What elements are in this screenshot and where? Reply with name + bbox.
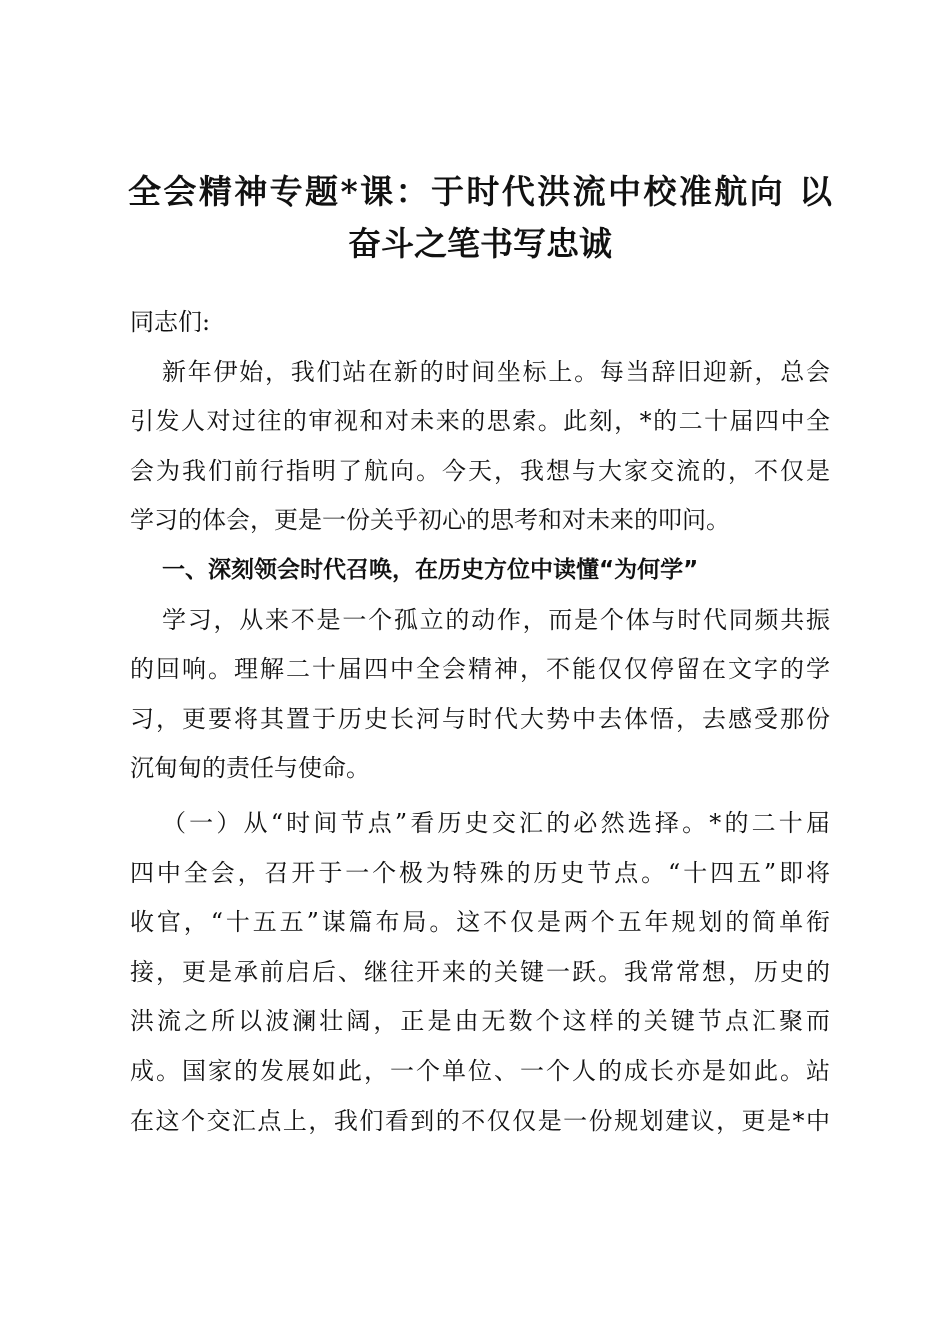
paragraph-section-1 [130,600,830,798]
text-line: 接，更是承前启后、继往开来的关键一跃。我常常想，历史的 [130,957,830,986]
salutation: 同志们: [130,308,211,336]
text-line: 收官，“十五五”谋篇布局。这不仅是两个五年规划的简单衔 [130,908,830,937]
title-line-2: 奋斗之笔书写忠诚 [348,224,612,263]
text-line: 引发人对过往的审视和对未来的思索。此刻，*的二十届四中全 [130,407,830,436]
text-line: 学习，从来不是一个孤立的动作，而是个体与时代同频共振 [162,605,830,634]
text-line: 的回响。理解二十届四中全会精神，不能仅仅停留在文字的学 [130,655,830,684]
document-title [128,166,832,270]
text-line: （一）从“时间节点”看历史交汇的必然选择。*的二十届 [162,808,830,837]
document-body [130,302,830,1150]
text-line: 学习的体会，更是一份关乎初心的思考和对未来的叩问。 [130,506,730,535]
section-heading: 一、深刻领会时代召唤，在历史方位中读懂“为何学” [162,556,699,583]
text-line: 新年伊始，我们站在新的时间坐标上。每当辞旧迎新，总会 [162,357,830,386]
paragraph-subsection-1 [130,803,830,1150]
title-line-1: 全会精神专题*课：于时代洪流中校准航向 以 [128,172,832,211]
text-line: 在这个交汇点上，我们看到的不仅仅是一份规划建议，更是*中 [130,1106,830,1135]
text-line: 会为我们前行指明了航向。今天，我想与大家交流的，不仅是 [130,456,830,485]
text-line: 成。国家的发展如此，一个单位、一个人的成长亦是如此。站 [130,1056,830,1085]
paragraph-intro [130,352,830,550]
text-line: 沉甸甸的责任与使命。 [130,754,370,783]
text-line: 四中全会，召开于一个极为特殊的历史节点。“十四五”即将 [130,858,830,887]
text-line: 习，更要将其置于历史长河与时代大势中去体悟，去感受那份 [130,704,830,733]
text-line: 洪流之所以波澜壮阔，正是由无数个这样的关键节点汇聚而 [130,1007,830,1036]
